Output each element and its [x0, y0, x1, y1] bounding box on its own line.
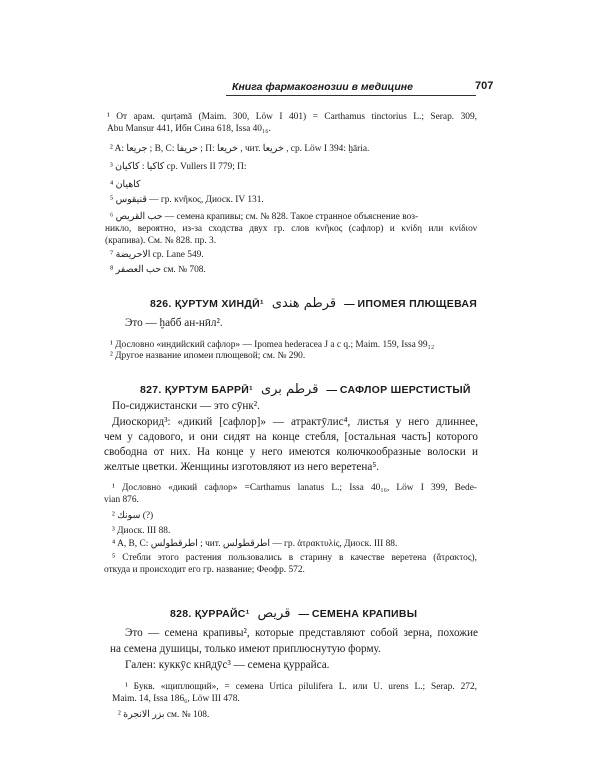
- footnote-line: ⁷ الاحريضة ср. Lane 549.: [110, 250, 204, 260]
- footnote-line: ⁴ كاهيان: [110, 180, 141, 190]
- entry-body-line: свободна от них. На конце у него имеются колючкообразные волоски и: [104, 446, 478, 458]
- footnote-line: ² سونك (?): [112, 511, 154, 521]
- entry-body-line: чем у садового, и они сидят на конце стебля, [остальная часть] которого: [104, 431, 478, 443]
- footnote-line: ⁸ حب العصفر см. № 708.: [110, 265, 206, 275]
- running-header-title: Книга фармакогнозии в медицине: [232, 81, 413, 93]
- entry-body-line: Гален: куккӯс кнӣдӯс³ — семена қуррайса.: [125, 659, 330, 671]
- footnote-line: Maim. 14, Issa 186₆, Löw III 478.: [112, 694, 240, 704]
- entry-body-line: Это — семена крапивы², которые представляют собой зерна, похожие: [125, 627, 478, 639]
- footnote-line: ⁵ قنيقوس — гр. κνῆκος, Диоск. IV 131.: [110, 195, 264, 205]
- footnote-line: ¹ От арам. qurṭəmā (Maim. 300, Löw I 401) = Carthamus tinctorius L.; Serap. 309,: [107, 112, 477, 122]
- heading-arabic: قريص: [257, 606, 291, 621]
- footnote-line: ³ Диоск. III 88.: [112, 526, 171, 536]
- header-rule: [226, 95, 476, 96]
- heading-text: — САФЛОР ШЕРСТИСТЫЙ: [326, 384, 471, 396]
- footnote-line: ¹ Букв. «щиплющий», = семена Urtica pilulifera L. или U. urens L.; Serap. 272,: [125, 682, 477, 692]
- footnote-line: ⁴ A, B, C: اطرقطولس ; чит. اطرقطولس — гр. ἀτρακτυλίς, Диоск. III 88.: [112, 539, 398, 549]
- entry-body-line: Диоскорид³: «дикий [сафлор]» — атрактӯлис⁴, листья у него длиннее,: [112, 416, 478, 428]
- heading-arabic: قرطم هندى: [271, 296, 337, 311]
- entry-heading-826: [150, 294, 477, 312]
- footnote-line: ² A: جريعا ; B, C: حريفا ; П: خريعا , чит. خريعا , ср. Löw I 394: ḫāria.: [110, 144, 370, 154]
- footnote-line: ¹ Дословно «индийский сафлор» — Ipomea hederacea J a c q.; Maim. 159, Issa 99₁₂: [110, 340, 435, 350]
- entry-body-line: По-сиджистански — это сӯнк².: [112, 400, 260, 412]
- footnote-line: никло, вероятно, из-за сходства двух гр. слов κνῆκος (сафлор) и κνίδη или κνίδιον: [105, 224, 477, 234]
- heading-text: 828. ҚУРРАЙС¹: [170, 608, 250, 620]
- entry-body-line: Это — ḫабб ан-нӣл².: [125, 317, 223, 329]
- footnote-line: ⁶ حب القريص — семена крапивы; см. № 828. Такое странное объяснение воз-: [110, 212, 419, 222]
- entry-heading-827: [140, 380, 471, 398]
- heading-text: — СЕМЕНА КРАПИВЫ: [298, 608, 418, 620]
- page-number: 707: [475, 80, 494, 92]
- footnote-line: vian 876.: [104, 495, 139, 505]
- footnote-line: ³ كاكيا : كاكيان ср. Vullers II 779; П:: [110, 162, 247, 172]
- footnote-line: Abu Mansur 441, Ибн Сина 618, Issa 40₁₆.: [107, 124, 271, 134]
- footnote-line: ² Другое название ипомеи плющевой; см. № 290.: [110, 351, 306, 361]
- heading-text: 827. ҚУРТУМ БАРРӢ¹: [140, 384, 253, 396]
- entry-heading-828: [170, 604, 417, 622]
- heading-text: — ИПОМЕЯ ПЛЮЩЕВАЯ: [344, 298, 478, 310]
- footnote-line: ² بزر الانجرة см. № 108.: [118, 710, 210, 720]
- heading-text: 826. ҚУРТУМ ХИНДӢ¹: [150, 298, 264, 310]
- footnote-line: (крапива). См. № 828. пр. 3.: [105, 236, 217, 246]
- entry-body-line: желтые цветки. Женщины изготовляют из него веретена⁵.: [104, 461, 380, 473]
- heading-arabic: قرطم برى: [260, 382, 319, 397]
- entry-body-line: на семена душицы, только имеют приплюснутую форму.: [110, 643, 381, 655]
- footnote-line: ¹ Дословно «дикий сафлор» =Carthamus lanatus L.; Issa 40₁₆, Löw I 399, Bede-: [112, 483, 477, 493]
- footnote-line: откуда и происходит его гр. название; Феофр. 572.: [104, 565, 305, 575]
- footnote-line: ⁵ Стебли этого растения пользовались в старину в качестве веретена (ἄτρακτος),: [112, 553, 477, 563]
